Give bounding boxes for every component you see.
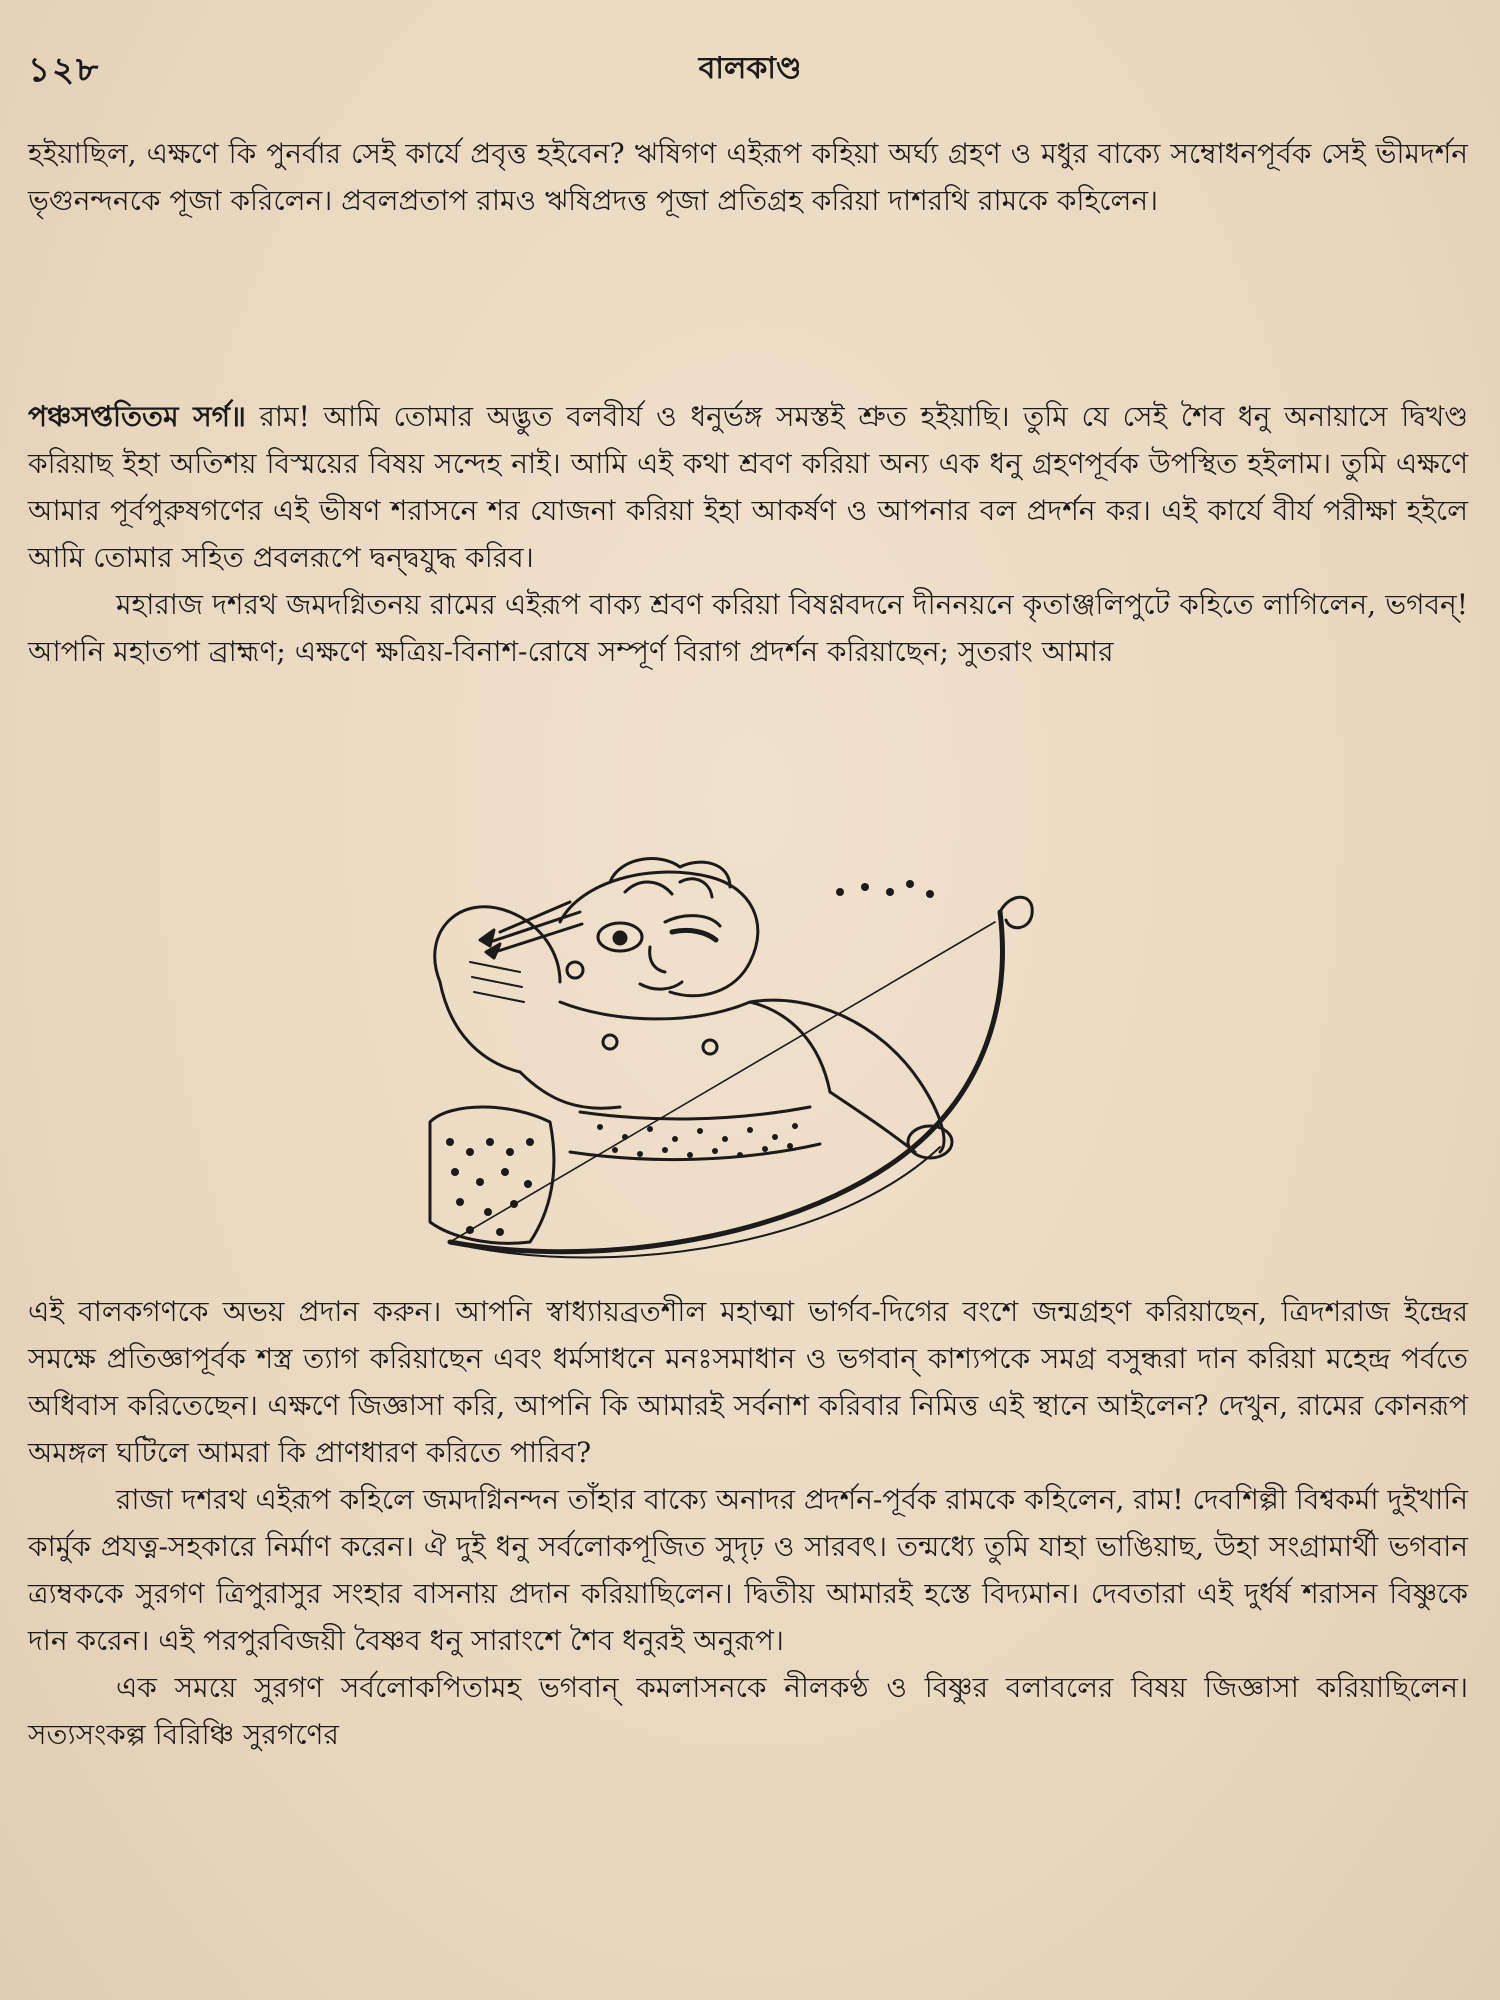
paragraph: হইয়াছিল, এক্ষণে কি পুনর্বার সেই কার্যে প্রবৃত্ত হইবেন? ঋষিগণ এইরূপ কহিয়া অর্ঘ্য গ্রহণ ও মধুর বাক্যে সম্বোধনপূর্বক সেই ভীমদর্শন ভৃগুনন্দনকে পূজা করিলেন। প্রবলপ্রতাপ রামও ঋষিপ্রদত্ত পূজা প্রতিগ্রহ করিয়া দাশরথি রামকে কহিলেন। xyxy=(28,137,1468,217)
paragraph: এক সময়ে সুরগণ সর্বলোকপিতামহ ভগবান্ কমলাসনকে নীলকণ্ঠ ও বিষ্ণুর বলাবলের বিষয় জিজ্ঞাসা করিয়াছিলেন। সত্যসংকল্প বিরিঞ্চি সুরগণের xyxy=(28,1671,1468,1751)
text-block-bottom xyxy=(28,1288,1468,1758)
paragraph: মহারাজ দশরথ জমদগ্নিতনয় রামের এইরূপ বাক্য শ্রবণ করিয়া বিষণ্ণবদনে দীননয়নে কৃতাঞ্জলিপুটে কহিতে লাগিলেন, ভগবন্! আপনি মহাতপা ব্রাহ্মণ; এক্ষণে ক্ষত্রিয়-বিনাশ-রোষে সম্পূর্ণ বিরাগ প্রদর্শন করিয়াছেন; সুতরাং আমার xyxy=(28,588,1468,668)
paragraph-text: রাম! আমি তোমার অদ্ভুত বলবীর্য ও ধনুর্ভঙ্গ সমস্তই শ্রুত হইয়াছি। তুমি যে সেই শৈব ধনু অনায়াসে দ্বিখণ্ড করিয়াছ ইহা অতিশয় বিস্ময়ের বিষয় সন্দেহ নাই। আমি এই কথা শ্রবণ করিয়া অন্য এক ধনু গ্রহণপূর্বক উপস্থিত হইলাম। তুমি এক্ষণে আমার পূর্বপুরুষগণের এই ভীষণ শরাসনে শর যোজনা করিয়া ইহা আকর্ষণ ও আপনার বল প্রদর্শন কর। এই কার্যে বীর্য পরীক্ষা হইলে আমি তোমার সহিত প্রবলরূপে দ্বন্দ্বযুদ্ধ করিব। xyxy=(28,400,1468,574)
page-number: ১২৮ xyxy=(28,50,101,90)
sarga-heading: পঞ্চসপ্ততিতম সর্গ॥ xyxy=(28,400,246,433)
paragraph: এই বালকগণকে অভয় প্রদান করুন। আপনি স্বাধ্যায়ব্রতশীল মহাত্মা ভার্গব-দিগের বংশে জন্মগ্রহণ করিয়াছেন, ত্রিদশরাজ ইন্দ্রের সমক্ষে প্রতিজ্ঞাপূর্বক শস্ত্র ত্যাগ করিয়াছেন এবং ধর্মসাধনে মনঃসমাধান ও ভগবান্ কাশ্যপকে সমগ্র বসুন্ধরা দান করিয়া মহেন্দ্র পর্বতে অধিবাস করিতেছেন। এক্ষণে জিজ্ঞাসা করি, আপনি কি আমারই সর্বনাশ করিবার নিমিত্ত এই স্থানে আইলেন? দেখুন, রামের কোনরূপ অমঙ্গল ঘটিলে আমরা কি প্রাণধারণ করিতে পারিব? xyxy=(28,1295,1468,1469)
parashurama-drawing xyxy=(410,852,1070,1272)
text-block-top xyxy=(28,130,1468,224)
text-block-sarga xyxy=(28,393,1468,675)
paragraph: রাজা দশরথ এইরূপ কহিলে জমদগ্নিনন্দন তাঁহার বাক্যে অনাদর প্রদর্শন-পূর্বক রামকে কহিলেন, রাম! দেবশিল্পী বিশ্বকর্মা দুইখানি কার্মুক প্রযত্ন-সহকারে নির্মাণ করেন। ঐ দুই ধনু সর্বলোকপূজিত সুদৃঢ় ও সারবৎ। তন্মধ্যে তুমি যাহা ভাঙিয়াছ, উহা সংগ্রামার্থী ভগবান ত্র্যম্বককে সুরগণ ত্রিপুরাসুর সংহার বাসনায় প্রদান করিয়াছিলেন। দ্বিতীয় আমারই হস্তে বিদ্যমান। দেবতারা এই দুর্ধর্ষ শরাসন বিষ্ণুকে দান করেন। এই পরপুরবিজয়ী বৈষ্ণব ধনু সারাংশে শৈব ধনুরই অনুরূপ। xyxy=(28,1483,1468,1657)
running-header-title: বালকাণ্ড xyxy=(698,51,802,86)
paragraph xyxy=(28,393,1468,581)
